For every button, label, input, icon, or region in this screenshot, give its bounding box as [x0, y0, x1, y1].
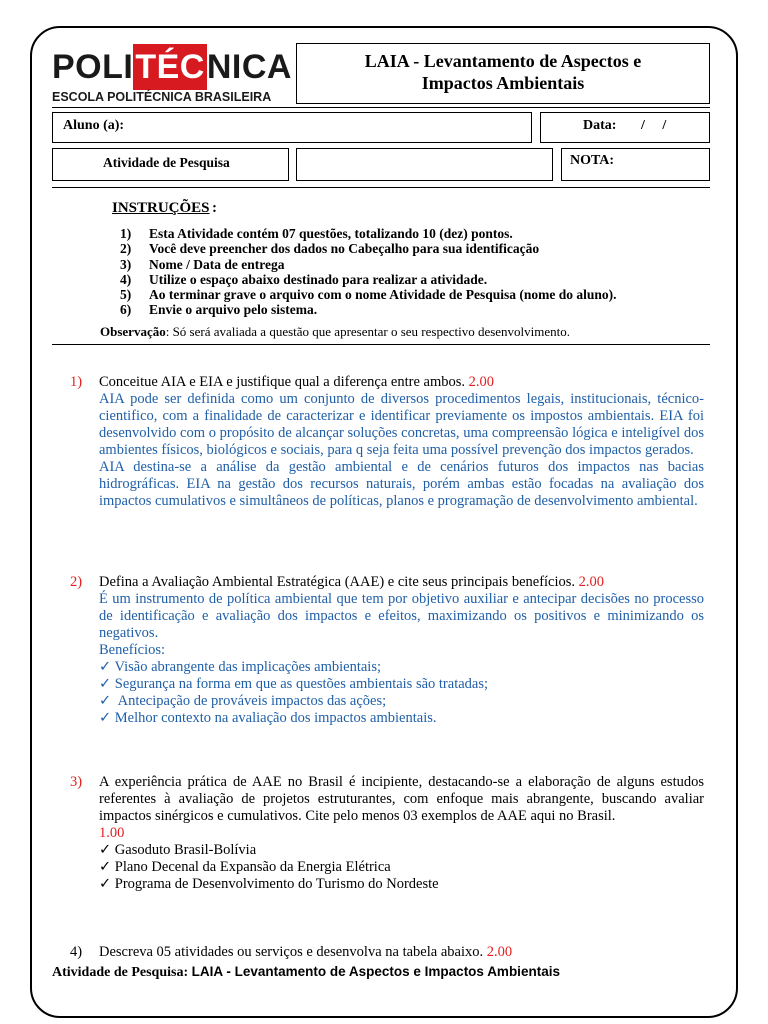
example-item: ✓ Gasoduto Brasil-Bolívia — [99, 842, 257, 858]
instructions-colon: : — [212, 200, 217, 216]
benefit-item: ✓ Visão abrangente das implicações ambientais; — [99, 659, 382, 675]
answer-paragraph: AIA pode ser definida como um conjunto de diversos procedimentos legais, institucionais, técnico-cientifico, com a finalidade de caracterizar e identificar previamente os impostos ambientais. EIA foi desenvolvido com o propósito de alcançar soluções concretas, uma compreensão lógica e inteligível dos ambientes físicos, biológicos e sociais, para q seja feita uma possível prevenção dos impactos gerados. — [99, 391, 704, 458]
logo-suffix: NICA — [206, 48, 292, 86]
example-item: ✓ Plano Decenal da Expansão da Energia Elétrica — [99, 859, 391, 875]
check-icon: ✓ — [99, 710, 112, 726]
logo-prefix: POLI — [52, 48, 134, 86]
question-2 — [70, 574, 704, 727]
instruction-item: 3) Nome / Data de entrega — [120, 256, 285, 272]
question-points: 1.00 — [99, 825, 125, 841]
question-number: 3) — [70, 774, 83, 790]
benefits-label: Benefícios: — [99, 642, 166, 658]
question-text: Defina a Avaliação Ambiental Estratégica (AAE) e cite seus principais benefícios. 2.00 — [99, 574, 605, 590]
check-icon: ✓ — [99, 659, 112, 675]
instruction-item: 6) Envie o arquivo pelo sistema. — [120, 302, 318, 318]
student-name-field[interactable] — [52, 112, 532, 143]
question-4 — [70, 944, 704, 961]
check-icon: ✓ — [99, 693, 112, 709]
instructions-list — [120, 226, 617, 318]
logo-wordmark — [52, 45, 292, 90]
logo — [52, 45, 292, 107]
date-field[interactable] — [540, 112, 710, 143]
instruction-item: 1) Esta Atividade contém 07 questões, totalizando 10 (dez) pontos. — [120, 226, 513, 241]
question-points: 2.00 — [468, 374, 494, 390]
logo-subtitle: ESCOLA POLITÉCNICA BRASILEIRA — [52, 90, 272, 104]
question-text: Descreva 05 atividades ou serviços e desenvolva na tabela abaixo. 2.00 — [99, 944, 513, 960]
benefit-item: ✓ Melhor contexto na avaliação dos impactos ambientais. — [99, 710, 437, 726]
grade-field[interactable] — [561, 148, 710, 181]
question-text: Conceitue AIA e EIA e justifique qual a diferença entre ambos. 2.00 — [99, 374, 494, 390]
observation-note: Observação: Só será avaliada a questão que apresentar o seu respectivo desenvolvimento. — [100, 324, 571, 339]
instruction-item: 5) Ao terminar grave o arquivo com o nome Atividade de Pesquisa (nome do aluno). — [120, 287, 617, 303]
activity-type-box — [52, 148, 289, 181]
header-divider-bottom — [52, 187, 710, 188]
activity-type-label: Atividade de Pesquisa — [103, 155, 230, 170]
question-text: A experiência prática de AAE no Brasil é incipiente, destacando-se a elaboração de alguns estudos referentes à avaliação de projetos estruturantes, com enfoque mais abrangente, buscando avaliar impactos sinérgicos e cumulativos. Cite pelo menos 03 exemplos de AAE aqui no Brasil. — [99, 774, 704, 824]
answer-paragraph: É um instrumento de política ambiental que tem por objetivo auxiliar e antecipar decisões no processo de identificação e avaliação dos impactos e efeitos, maximizando os positivos e minimizando os negativos. — [99, 591, 704, 641]
example-item: ✓ Programa de Desenvolvimento do Turismo do Nordeste — [99, 876, 439, 892]
check-icon: ✓ — [99, 676, 112, 692]
question-points: 2.00 — [486, 944, 513, 960]
check-icon: ✓ — [99, 859, 112, 875]
benefit-item: ✓ Segurança na forma em que as questões ambientais são tratadas; — [99, 676, 489, 692]
question-number: 2) — [70, 574, 83, 590]
instructions-title: INSTRUÇÕES — [112, 200, 210, 216]
question-3 — [70, 774, 704, 893]
logo-highlight: TÉC — [133, 44, 207, 90]
benefit-item: ✓ Antecipação de prováveis impactos das ações; — [99, 693, 387, 709]
instructions-divider — [52, 344, 710, 345]
title-line-2: Impactos Ambientais — [421, 73, 585, 93]
check-icon: ✓ — [99, 876, 112, 892]
student-name-label: Aluno (a): — [63, 118, 125, 133]
title-box — [296, 43, 710, 104]
grade-label: NOTA: — [570, 153, 615, 168]
date-value: / / — [641, 118, 667, 133]
header-divider-top — [52, 107, 710, 108]
activity-blank-field[interactable] — [296, 148, 553, 181]
question-number: 4) — [70, 944, 83, 960]
question-1 — [70, 374, 704, 510]
page-footer: Atividade de Pesquisa: LAIA - Levantamento de Aspectos e Impactos Ambientais — [52, 964, 560, 980]
check-icon: ✓ — [99, 842, 112, 858]
instruction-item: 2) Você deve preencher dos dados no Cabeçalho para sua identificação — [120, 241, 540, 257]
date-label: Data: — [583, 118, 617, 133]
question-number: 1) — [70, 374, 83, 390]
document-title — [297, 44, 709, 94]
question-points: 2.00 — [578, 574, 605, 590]
answer-paragraph: AIA destina-se a análise da gestão ambiental e de cenários futuros dos impactos nas bacias hidrográficas. EIA na gestão dos recursos naturais, porém ambas estão focadas na avaliação dos impactos cumulativos e simultâneos de políticas, planos e programação de desenvolvimento ambiental. — [99, 459, 704, 509]
instruction-item: 4) Utilize o espaço abaixo destinado para realizar a atividade. — [120, 271, 488, 287]
title-line-1: LAIA - Levantamento de Aspectos e — [364, 51, 642, 71]
